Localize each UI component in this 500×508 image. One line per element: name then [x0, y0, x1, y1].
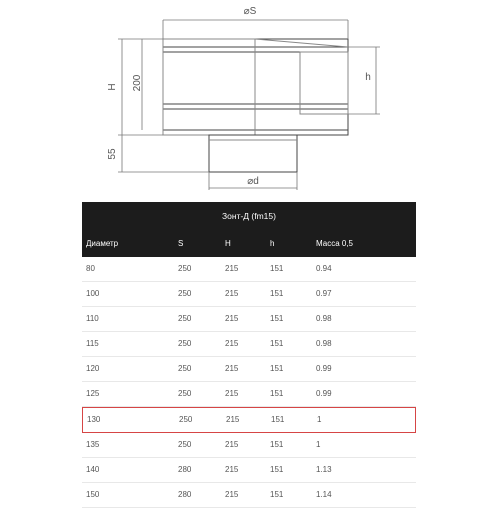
table-row: [82, 282, 416, 307]
table-cell: 151: [270, 364, 284, 373]
dim-h-upper-label: H: [107, 83, 118, 91]
table-cell: 130: [87, 415, 101, 424]
table-row: [82, 257, 416, 282]
table-cell: 215: [225, 339, 239, 348]
table-cell: 120: [86, 364, 100, 373]
table-cell: 280: [178, 465, 192, 474]
table-cell: 280: [178, 490, 192, 499]
table-cell: 1.14: [316, 490, 332, 499]
header-h-upper: H: [225, 239, 231, 248]
table-cell: 1: [317, 415, 322, 424]
table-cell: 151: [270, 264, 284, 273]
table-row: [82, 458, 416, 483]
table-title: Зонт-Д (fm15): [82, 202, 416, 230]
table-row: [82, 382, 416, 407]
table-cell: 125: [86, 389, 100, 398]
table-cell: 151: [270, 465, 284, 474]
table-cell: 215: [225, 264, 239, 273]
drawing-pipe: [209, 135, 297, 172]
dim-200-label: 200: [132, 74, 143, 92]
table-row: [82, 332, 416, 357]
table-cell: 0.98: [316, 339, 332, 348]
header-s: S: [178, 239, 184, 248]
table-cell: 1: [316, 440, 321, 449]
table-cell: 250: [178, 289, 192, 298]
table-cell: 0.99: [316, 364, 332, 373]
spec-table: [82, 202, 416, 508]
table-cell: 250: [178, 389, 192, 398]
table-cell: 215: [225, 289, 239, 298]
table-header-row: [82, 230, 416, 257]
table-cell: 110: [86, 314, 99, 323]
table-cell: 151: [270, 440, 284, 449]
table-cell: 80: [86, 264, 95, 273]
table-cell: 250: [178, 314, 192, 323]
table-cell: 1.13: [316, 465, 332, 474]
table-body: [82, 257, 416, 508]
table-cell: 215: [225, 389, 239, 398]
table-cell: 215: [225, 364, 239, 373]
header-mass: Масса 0,5: [316, 239, 353, 248]
table-row: [82, 357, 416, 382]
table-cell: 100: [86, 289, 100, 298]
table-row: [82, 483, 416, 508]
dim-s-label: ⌀S: [243, 6, 257, 17]
table-cell: 215: [226, 415, 240, 424]
table-row: [82, 433, 416, 458]
table-row-highlighted: [82, 407, 416, 433]
table-cell: 0.99: [316, 389, 332, 398]
table-cell: 215: [225, 465, 239, 474]
table-row: [82, 307, 416, 332]
table-cell: 135: [86, 440, 100, 449]
dim-h-lower-label: h: [365, 72, 371, 83]
drawing-right-window: [300, 52, 348, 114]
table-cell: 151: [270, 490, 284, 499]
table-cell: 0.94: [316, 264, 332, 273]
dim-55-label: 55: [107, 148, 118, 160]
table-cell: 215: [225, 440, 239, 449]
table-cell: 0.97: [316, 289, 332, 298]
technical-drawing: [0, 0, 500, 200]
table-cell: 151: [270, 314, 284, 323]
table-cell: 250: [178, 364, 192, 373]
dim-d-label: ⌀d: [247, 176, 259, 187]
table-cell: 151: [270, 339, 284, 348]
table-cell: 115: [86, 339, 99, 348]
header-h-lower: h: [270, 239, 275, 248]
table-cell: 215: [225, 490, 239, 499]
table-cell: 140: [86, 465, 100, 474]
table-cell: 151: [270, 389, 284, 398]
table-cell: 250: [179, 415, 193, 424]
table-cell: 250: [178, 339, 192, 348]
header-diameter: Диаметр: [86, 239, 119, 248]
table-cell: 150: [86, 490, 100, 499]
table-cell: 215: [225, 314, 239, 323]
table-cell: 151: [271, 415, 285, 424]
table-cell: 250: [178, 264, 192, 273]
table-cell: 151: [270, 289, 284, 298]
table-cell: 0.98: [316, 314, 332, 323]
table-cell: 250: [178, 440, 192, 449]
drawing-inner-panel: [163, 39, 255, 135]
